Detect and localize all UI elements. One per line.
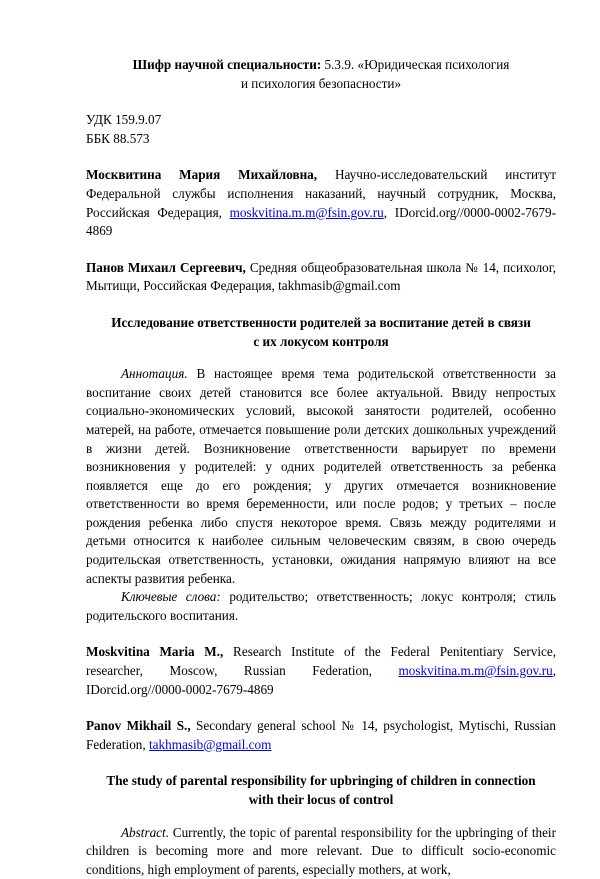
- title-ru: [86, 314, 556, 351]
- title-ru-line2: с их локусом контроля: [253, 333, 389, 349]
- author1-ru-email-link[interactable]: moskvitina.m.m@fsin.gov.ru: [229, 204, 384, 220]
- abstract-ru-label: Аннотация.: [121, 366, 188, 382]
- specialty-value-line2: и психология безопасности»: [240, 75, 402, 91]
- keywords-ru-label: Ключевые слова:: [121, 589, 221, 605]
- specialty-label: Шифр научной специальности:: [132, 57, 322, 72]
- author1-en-orcid: , IDorcid.org//0000-0002-7679-4869: [86, 663, 556, 697]
- author2-ru: [86, 259, 556, 296]
- keywords-ru-text: родительство; ответственность; локус контроля; стиль родительского воспитания.: [86, 589, 557, 623]
- author2-ru-affiliation: Средняя общеобразовательная школа № 14, психолог, Мытищи, Российская Федерация, takhmasib@gmail.com: [86, 259, 556, 294]
- author2-en-name: Panov Mikhail S.,: [86, 718, 191, 734]
- title-en-line2: with their locus of control: [248, 792, 394, 807]
- title-en: [86, 772, 556, 809]
- author1-en-affiliation: Research Institute of the Federal Penitentiary Service, researcher, Moscow, Russian Federation,: [86, 644, 556, 679]
- abstract-en-text: Currently, the topic of parental responsibility for the upbringing of their children is becoming more and more relevant. Due to difficult socio-economic conditions, high employment of parents, especially mothers, at work,: [86, 824, 556, 877]
- author1-ru: [86, 166, 556, 240]
- author2-ru-name: Панов Михаил Сергеевич,: [86, 259, 246, 275]
- author1-ru-name: Москвитина Мария Михайловна,: [86, 167, 318, 183]
- author2-en: [86, 717, 556, 754]
- specialty-value-line1: 5.3.9. «Юридическая психология: [321, 57, 510, 72]
- abstract-ru-text: В настоящее время тема родительской ответственности за воспитание своих детей становится все более актуальной. Ввиду непростых социально-экономических условий, высокой занятости родителей, особенно матерей, на работе, отмечается повышение роли детских дошкольных учреждений в жизни детей. Возникновение ответственности варьирует по времени возникновения у родителей: у одних родителей ответственность за ребенка появляется еще до его рождения; у других отмечается возникновение ответственности во время беременности, или после родов; у третьих – после рождения ребенка либо спустя некоторое время. Связь между родителями и детьми относится к наиболее сильным человеческим связям, в свою очередь родительская ответственность, установки, ожидания напрямую влияют на все аспекты развития ребенка.: [86, 366, 556, 586]
- article-page: [86, 56, 556, 879]
- udc-code: УДК 159.9.07: [86, 112, 162, 128]
- abstract-ru: [86, 365, 556, 588]
- abstract-en: [86, 824, 556, 879]
- author1-en: [86, 643, 556, 699]
- author1-ru-orcid: , IDorcid.org//0000-0002-7679-4869: [86, 204, 556, 239]
- keywords-ru: [86, 588, 556, 625]
- author1-ru-affiliation: Научно-исследовательский институт Федеральной службы исполнения наказаний, научный сотрудник, Москва, Российская Федерация,: [86, 167, 556, 220]
- title-ru-line1: Исследование ответственности родителей за воспитание детей в связи: [111, 314, 531, 330]
- author2-en-affiliation: Secondary general school № 14, psychologist, Mytischi, Russian Federation,: [86, 718, 556, 752]
- bbk-code: ББК 88.573: [86, 130, 150, 146]
- abstract-en-label: Abstract.: [121, 824, 169, 840]
- author1-en-email-link[interactable]: moskvitina.m.m@fsin.gov.ru: [398, 663, 553, 679]
- author2-en-email-link[interactable]: takhmasib@gmail.com: [149, 736, 272, 752]
- author1-en-name: Moskvitina Maria M.,: [86, 644, 224, 660]
- title-en-line1: The study of parental responsibility for upbringing of children in connection: [106, 773, 536, 789]
- specialty-code: [86, 56, 556, 93]
